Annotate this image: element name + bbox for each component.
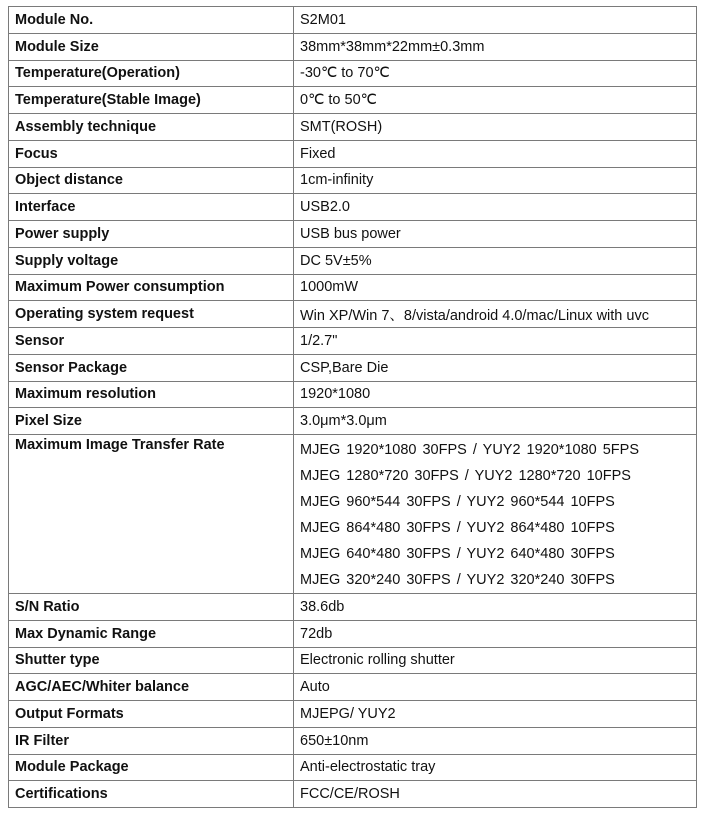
spec-label: Module Package <box>9 754 294 781</box>
spec-label: Object distance <box>9 167 294 194</box>
table-row <box>9 781 697 808</box>
spec-label: Pixel Size <box>9 408 294 435</box>
transfer-rate-line: MJEG 320*240 30FPS / YUY2 320*240 30FPS <box>300 572 615 588</box>
table-row <box>9 328 697 355</box>
spec-value: 38.6db <box>294 594 697 621</box>
spec-value: CSP,Bare Die <box>294 354 697 381</box>
spec-label: Operating system request <box>9 301 294 328</box>
spec-value: 38mm*38mm*22mm±0.3mm <box>294 33 697 60</box>
spec-value: 650±10nm <box>294 727 697 754</box>
table-row <box>9 301 697 328</box>
spec-value: 1000mW <box>294 274 697 301</box>
table-row <box>9 221 697 248</box>
spec-value: USB bus power <box>294 221 697 248</box>
spec-value: 3.0μm*3.0μm <box>294 408 697 435</box>
spec-label: AGC/AEC/Whiter balance <box>9 674 294 701</box>
table-row <box>9 114 697 141</box>
spec-value: 72db <box>294 620 697 647</box>
spec-value: -30℃ to 70℃ <box>294 60 697 87</box>
spec-label: Module No. <box>9 7 294 34</box>
spec-value: Auto <box>294 674 697 701</box>
table-row <box>9 274 697 301</box>
transfer-rate-list <box>294 435 697 594</box>
spec-label: Temperature(Stable Image) <box>9 87 294 114</box>
table-row <box>9 408 697 435</box>
spec-label: Interface <box>9 194 294 221</box>
spec-label: Maximum resolution <box>9 381 294 408</box>
spec-value: 1/2.7" <box>294 328 697 355</box>
spec-value: 1cm-infinity <box>294 167 697 194</box>
spec-label: Maximum Power consumption <box>9 274 294 301</box>
spec-label: Supply voltage <box>9 247 294 274</box>
transfer-rate-line: MJEG 1280*720 30FPS / YUY2 1280*720 10FPS <box>300 468 631 484</box>
spec-value: DC 5V±5% <box>294 247 697 274</box>
table-row <box>9 647 697 674</box>
spec-label: S/N Ratio <box>9 594 294 621</box>
spec-value: Fixed <box>294 140 697 167</box>
spec-label: Certifications <box>9 781 294 808</box>
table-row <box>9 247 697 274</box>
table-row <box>9 620 697 647</box>
table-row <box>9 7 697 34</box>
table-row <box>9 167 697 194</box>
spec-value: S2M01 <box>294 7 697 34</box>
spec-label: Power supply <box>9 221 294 248</box>
transfer-rate-line: MJEG 640*480 30FPS / YUY2 640*480 30FPS <box>300 546 615 562</box>
spec-value: SMT(ROSH) <box>294 114 697 141</box>
spec-label: Module Size <box>9 33 294 60</box>
spec-label: Assembly technique <box>9 114 294 141</box>
spec-label: Sensor <box>9 328 294 355</box>
spec-label: Sensor Package <box>9 354 294 381</box>
transfer-rate-line: MJEG 960*544 30FPS / YUY2 960*544 10FPS <box>300 494 615 510</box>
spec-value: Win XP/Win 7、8/vista/android 4.0/mac/Linux with uvc <box>294 301 697 328</box>
table-row <box>9 674 697 701</box>
spec-value: 0℃ to 50℃ <box>294 87 697 114</box>
table-row <box>9 194 697 221</box>
transfer-rate-line: MJEG 864*480 30FPS / YUY2 864*480 10FPS <box>300 520 615 536</box>
spec-value: Anti-electrostatic tray <box>294 754 697 781</box>
spec-value: USB2.0 <box>294 194 697 221</box>
spec-label: Maximum Image Transfer Rate <box>9 435 294 594</box>
spec-label: Output Formats <box>9 701 294 728</box>
table-row <box>9 701 697 728</box>
spec-label: Shutter type <box>9 647 294 674</box>
table-row <box>9 381 697 408</box>
table-row <box>9 435 697 594</box>
table-row <box>9 87 697 114</box>
spec-label: IR Filter <box>9 727 294 754</box>
table-row <box>9 33 697 60</box>
table-row <box>9 60 697 87</box>
spec-label: Temperature(Operation) <box>9 60 294 87</box>
table-row <box>9 754 697 781</box>
table-row <box>9 727 697 754</box>
table-row <box>9 594 697 621</box>
spec-label: Focus <box>9 140 294 167</box>
spec-table <box>8 6 697 808</box>
transfer-rate-line: MJEG 1920*1080 30FPS / YUY2 1920*1080 5FPS <box>300 442 640 458</box>
spec-value: FCC/CE/ROSH <box>294 781 697 808</box>
table-row <box>9 354 697 381</box>
spec-value: MJEPG/ YUY2 <box>294 701 697 728</box>
spec-label: Max Dynamic Range <box>9 620 294 647</box>
table-row <box>9 140 697 167</box>
spec-value: 1920*1080 <box>294 381 697 408</box>
spec-value: Electronic rolling shutter <box>294 647 697 674</box>
